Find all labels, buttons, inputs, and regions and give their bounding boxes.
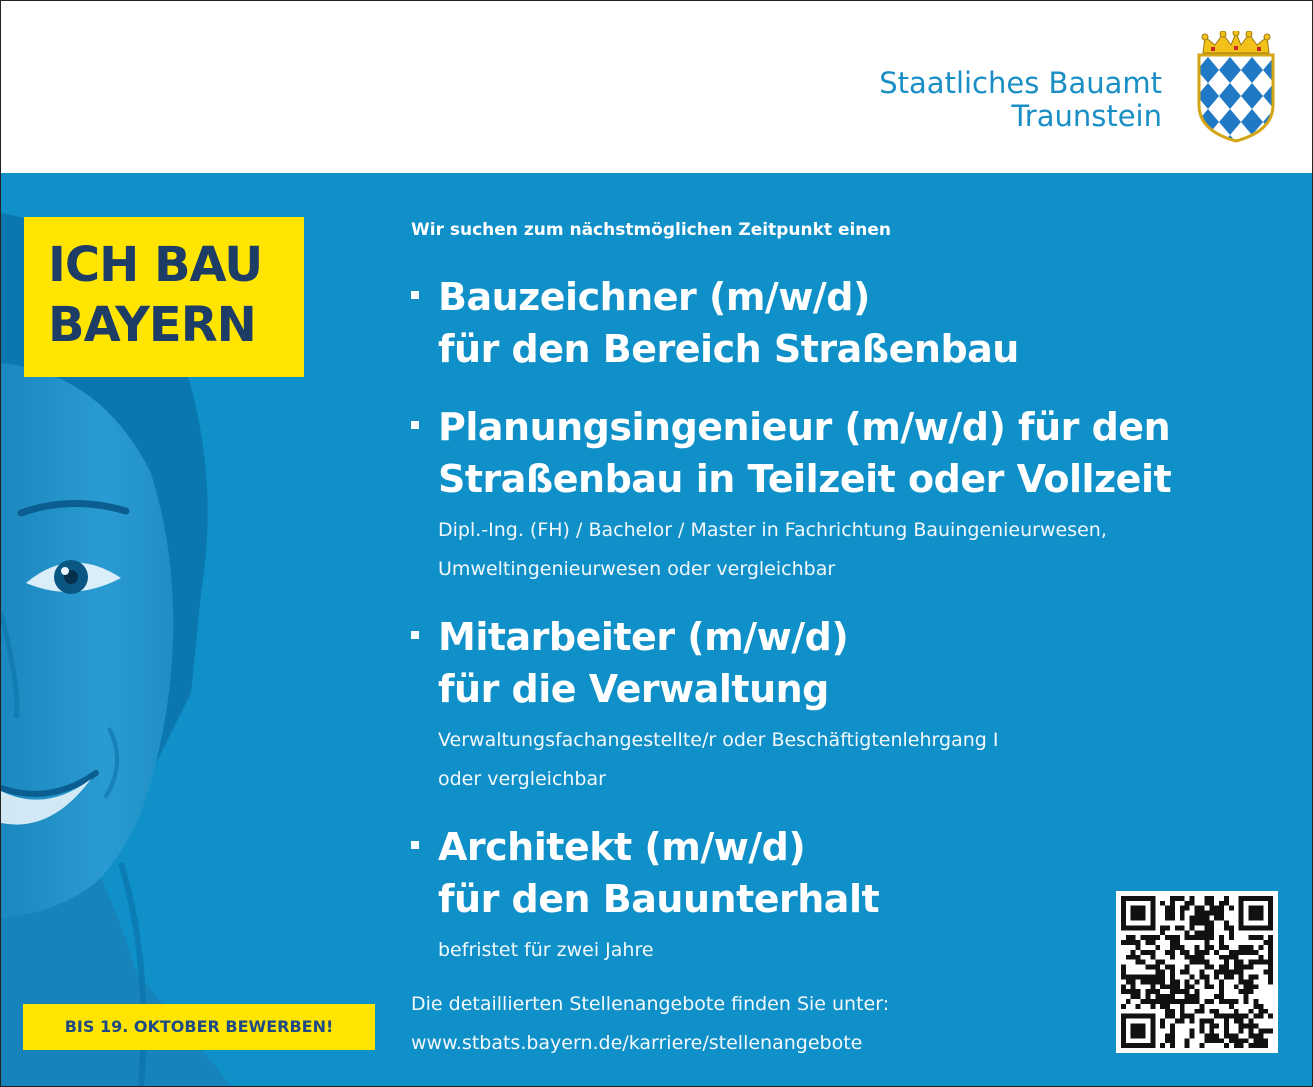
job-title-line-1: Planungsingenieur (m/w/d) für den	[438, 405, 1171, 449]
bavarian-coat-of-arms-icon	[1193, 31, 1279, 143]
organization-line-2: Traunstein	[1011, 99, 1162, 133]
job-title-line-2: für den Bauunterhalt	[438, 877, 880, 921]
bullet-icon	[411, 421, 419, 429]
job-description-line-2: Umweltingenieurwesen oder vergleichbar	[438, 558, 836, 580]
info-text	[411, 985, 889, 1063]
qr-code-icon	[1116, 891, 1278, 1053]
main-panel	[1, 173, 1312, 1086]
job-description-line-1: Verwaltungsfachangestellte/r oder Beschäftigtenlehrgang I	[438, 729, 999, 751]
job-description	[438, 511, 1291, 589]
job-item	[411, 611, 1291, 799]
deadline-banner: BIS 19. OKTOBER BEWERBEN!	[23, 1004, 375, 1050]
career-url: www.stbats.bayern.de/karriere/stellenangebote	[411, 1032, 863, 1054]
info-line: Die detaillierten Stellenangebote finden Sie unter:	[411, 993, 890, 1015]
job-description-line-1: Dipl.-Ing. (FH) / Bachelor / Master in Fachrichtung Bauingenieurwesen,	[438, 519, 1107, 541]
bullet-icon	[411, 841, 419, 849]
job-title-line-2: für den Bereich Straßenbau	[438, 327, 1019, 371]
job-title-line-2: Straßenbau in Teilzeit oder Vollzeit	[438, 457, 1172, 501]
job-description-line-1: befristet für zwei Jahre	[438, 939, 654, 961]
intro-text: Wir suchen zum nächstmöglichen Zeitpunkt einen	[411, 220, 892, 240]
organization-name	[879, 67, 1162, 133]
bullet-icon	[411, 631, 419, 639]
job-description-line-2: oder vergleichbar	[438, 768, 606, 790]
brand-logo	[24, 217, 304, 377]
organization-line-1: Staatliches Bauamt	[879, 66, 1162, 100]
brand-line-1: ICH BAU	[48, 237, 263, 293]
job-item	[411, 401, 1291, 589]
header	[1, 1, 1312, 173]
job-title-line-2: für die Verwaltung	[438, 667, 829, 711]
job-title-line-1: Mitarbeiter (m/w/d)	[438, 615, 849, 659]
job-item	[411, 271, 1291, 375]
job-description	[438, 721, 1291, 799]
job-title-line-1: Bauzeichner (m/w/d)	[438, 275, 870, 319]
bullet-icon	[411, 291, 419, 299]
brand-line-2: BAYERN	[48, 297, 256, 353]
job-title-line-1: Architekt (m/w/d)	[438, 825, 806, 869]
